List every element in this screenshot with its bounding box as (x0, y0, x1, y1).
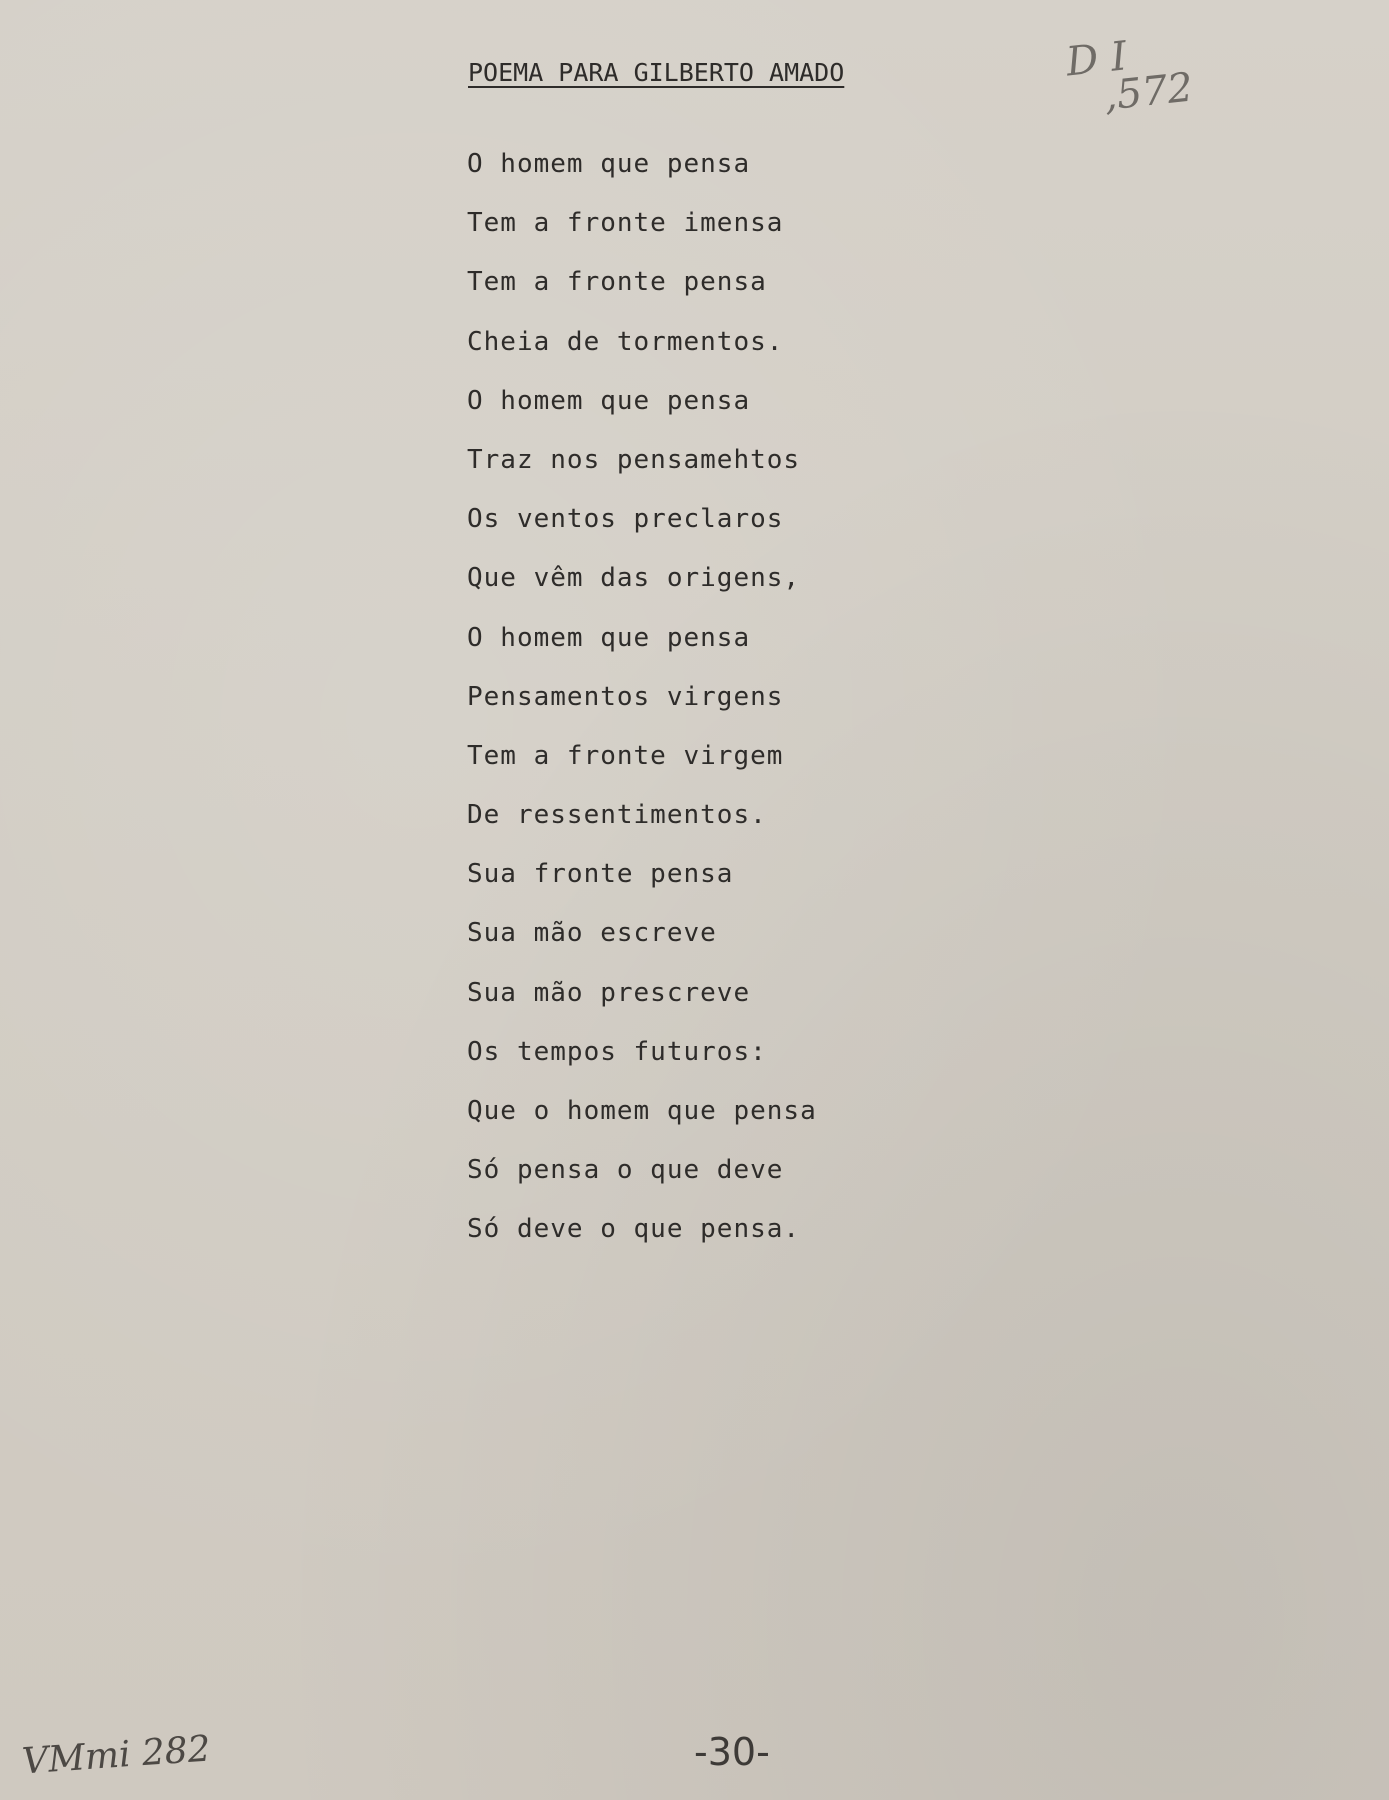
archive-reference-line-1: D I (1063, 33, 1130, 86)
poem-line: Os ventos preclaros (467, 504, 784, 535)
poem-line: O homem que pensa (467, 149, 751, 179)
poem-line: Tem a fronte virgem (467, 740, 784, 771)
poem-line: De ressentimentos. (467, 800, 767, 831)
poem-line: Só deve o que pensa. (467, 1214, 801, 1245)
poem-line: Os tempos futuros: (467, 1036, 767, 1067)
poem-line: Traz nos pensamehtos (467, 444, 801, 475)
poem-title: POEMA PARA GILBERTO AMADO (468, 58, 845, 87)
poem-line: Que o homem que pensa (467, 1096, 817, 1126)
poem-body (467, 146, 817, 1271)
poem-line: O homem que pensa (467, 385, 751, 416)
poem-line: Só pensa o que deve (467, 1155, 784, 1186)
archive-reference-line-2: ,572 (1101, 64, 1196, 120)
poem-line: Sua mão prescreve (467, 977, 751, 1008)
archive-reference-annotation (1064, 28, 1195, 122)
poem-line: Tem a fronte imensa (467, 208, 784, 239)
poem-line: Tem a fronte pensa (467, 267, 767, 298)
poem-line: Pensamentos virgens (467, 681, 784, 712)
poem-line: Que vêm das origens, (467, 563, 801, 594)
poem-line: Cheia de tormentos. (467, 326, 784, 357)
catalog-number-annotation: VMmi 282 (20, 1728, 212, 1783)
poem-line: Sua fronte pensa (467, 859, 734, 890)
page-number: -30- (694, 1730, 770, 1774)
poem-line: O homem que pensa (467, 622, 751, 653)
poem-line: Sua mão escreve (467, 918, 717, 949)
